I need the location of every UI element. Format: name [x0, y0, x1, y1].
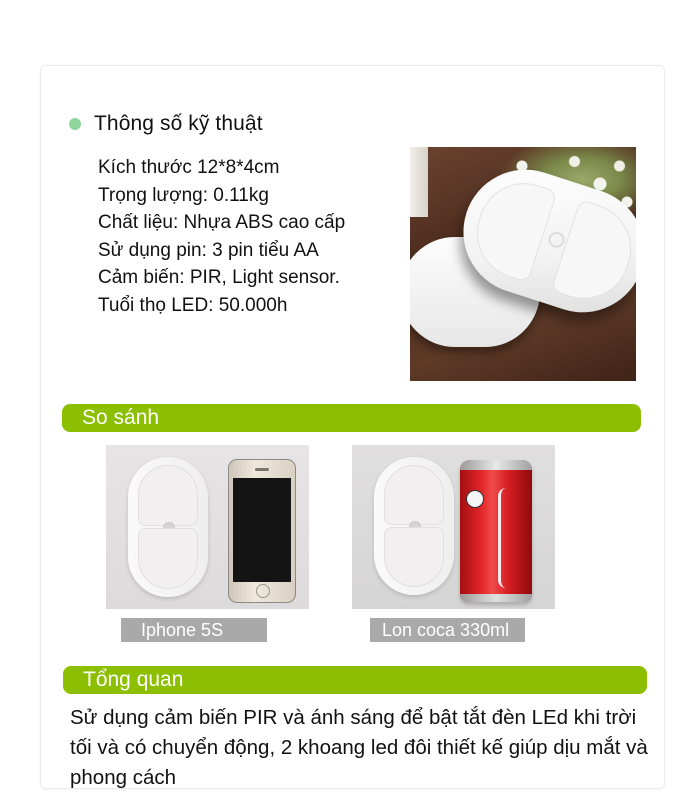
can-wave	[498, 488, 517, 588]
bullet-icon	[69, 118, 81, 130]
overview-text: Sử dụng cảm biến PIR và ánh sáng để bật tắt đèn LEd khi trời tối và có chuyển động, 2 khoang led đôi thiết kế giúp dịu mắt và phong cách	[70, 706, 648, 789]
led-lens-bottom	[138, 528, 198, 589]
compare-photo-coca-can	[352, 445, 555, 609]
photo-cup	[410, 147, 428, 217]
spec-led-lifetime: Tuổi thọ LED: 50.000h	[98, 294, 288, 316]
product-photo	[410, 147, 636, 381]
led-lens-top	[384, 465, 444, 525]
can-badge	[466, 490, 484, 508]
pir-sensor-icon	[546, 230, 566, 250]
specs-list	[98, 154, 345, 319]
spec-weight: Trọng lượng: 0.11kg	[98, 184, 269, 206]
spec-material: Chất liệu: Nhựa ABS cao cấp	[98, 212, 346, 233]
compare-photo-iphone	[106, 445, 309, 609]
coca-can	[460, 460, 532, 602]
night-light	[128, 457, 208, 597]
specs-heading	[69, 112, 263, 136]
spec-battery: Sử dụng pin: 3 pin tiểu AA	[98, 239, 319, 261]
spec-sensor: Cảm biến: PIR, Light sensor.	[98, 267, 340, 288]
iphone-speaker	[255, 468, 269, 471]
overview-section-header: Tổng quan	[63, 666, 647, 694]
spec-size: Kích thước 12*8*4cm	[98, 157, 280, 178]
caption-iphone: Iphone 5S	[121, 618, 267, 642]
iphone-home-button	[256, 584, 270, 598]
caption-coca-can: Lon coca 330ml	[370, 618, 525, 642]
compare-section-header: So sánh	[62, 404, 641, 432]
iphone-screen	[233, 478, 291, 582]
night-light	[374, 457, 454, 595]
iphone	[228, 459, 296, 603]
specs-heading-text: Thông số kỹ thuật	[94, 112, 263, 135]
led-lens-top	[138, 465, 198, 526]
led-lens-bottom	[384, 527, 444, 587]
